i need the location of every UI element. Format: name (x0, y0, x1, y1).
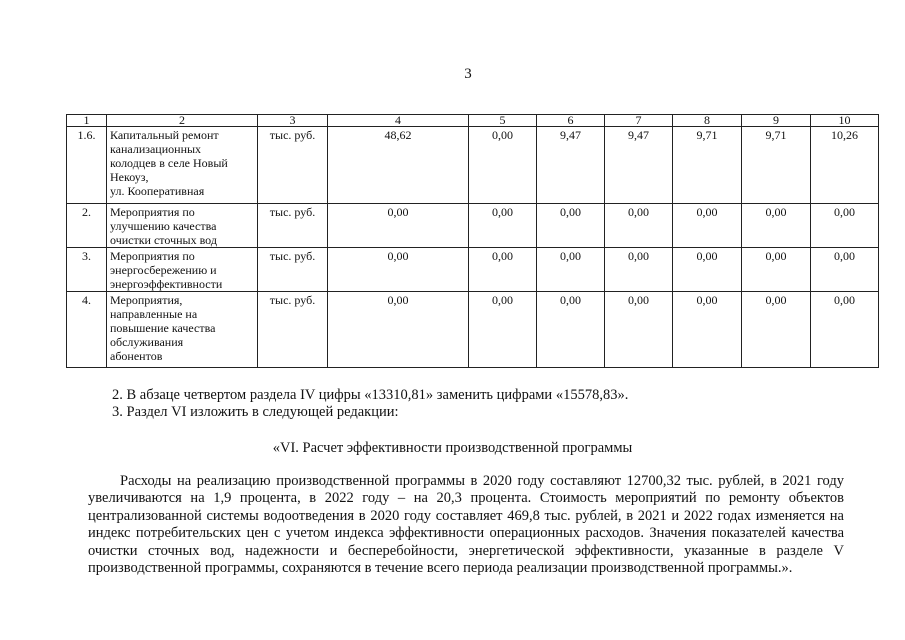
row-value: 9,71 (742, 127, 811, 204)
row-number: 1.6. (67, 127, 107, 204)
program-table (66, 114, 879, 368)
row-value: 0,00 (328, 204, 469, 248)
row-value: 0,00 (673, 292, 742, 368)
row-description-line: Мероприятия по (110, 205, 195, 219)
amendment-paragraph-2: 2. В абзаце четвертом раздела IV цифры «13310,81» заменить цифрами «15578,83». (112, 387, 629, 403)
row-description (107, 292, 258, 368)
row-value: 0,00 (673, 248, 742, 292)
row-value: 0,00 (328, 248, 469, 292)
row-number: 4. (67, 292, 107, 368)
row-number: 3. (67, 248, 107, 292)
row-description-line: колодцев в селе Новый (110, 156, 228, 170)
row-description-line: улучшению качества (110, 219, 217, 233)
row-description-line: Капитальный ремонт (110, 128, 219, 142)
table-row (67, 127, 879, 204)
row-unit: тыс. руб. (258, 127, 328, 204)
row-value: 48,62 (328, 127, 469, 204)
row-value: 0,00 (811, 204, 879, 248)
row-description-line: энергоэффективности (110, 277, 223, 291)
row-value: 0,00 (469, 248, 537, 292)
row-description-line: Некоуз, (110, 170, 149, 184)
row-description-line: ул. Кооперативная (110, 184, 205, 198)
table-header-cell: 5 (469, 115, 537, 127)
section-heading: «VI. Расчет эффективности производственной программы (272, 440, 633, 456)
table-row (67, 204, 879, 248)
row-value: 0,00 (673, 204, 742, 248)
row-description-line: канализационных (110, 142, 202, 156)
row-description (107, 248, 258, 292)
table-header-cell: 3 (258, 115, 328, 127)
table-row (67, 292, 879, 368)
table-header-cell: 8 (673, 115, 742, 127)
row-number: 2. (67, 204, 107, 248)
table-header-row (67, 115, 879, 127)
row-description (107, 127, 258, 204)
row-unit: тыс. руб. (258, 292, 328, 368)
row-value: 0,00 (742, 248, 811, 292)
row-value: 0,00 (742, 204, 811, 248)
table-header-cell: 6 (537, 115, 605, 127)
row-unit: тыс. руб. (258, 204, 328, 248)
section-body (88, 473, 844, 577)
row-value: 0,00 (605, 292, 673, 368)
row-value: 0,00 (469, 292, 537, 368)
row-description-line: Мероприятия по (110, 249, 195, 263)
table-header-cell: 2 (107, 115, 258, 127)
row-description-line: очистки сточных вод (110, 233, 217, 247)
row-value: 0,00 (605, 248, 673, 292)
row-value: 9,47 (537, 127, 605, 204)
row-description (107, 204, 258, 248)
table-header-cell: 7 (605, 115, 673, 127)
row-value: 0,00 (811, 292, 879, 368)
row-value: 10,26 (811, 127, 879, 204)
row-value: 0,00 (537, 292, 605, 368)
row-description-line: энергосбережению и (110, 263, 217, 277)
row-value: 0,00 (742, 292, 811, 368)
amendment-paragraph-3: 3. Раздел VI изложить в следующей редакции: (112, 404, 399, 420)
table-header-cell: 1 (67, 115, 107, 127)
row-value: 0,00 (469, 204, 537, 248)
row-unit: тыс. руб. (258, 248, 328, 292)
row-description-line: Мероприятия, (110, 293, 183, 307)
row-description-line: повышение качества (110, 321, 216, 335)
table-header-cell: 4 (328, 115, 469, 127)
row-value: 9,47 (605, 127, 673, 204)
row-value: 0,00 (605, 204, 673, 248)
row-value: 0,00 (328, 292, 469, 368)
body-paragraph: Расходы на реализацию производственной программы в 2020 году составляют 12700,32 тыс. рублей, в 2021 году увеличиваются на 1,9 процента, в 2022 году – на 20,3 процента. Стоимость мероприятий по ремонту объектов централизованной системы водоотведения в 2020 году составляет 469,8 тыс. рублей, в 2021 и 2022 годах изменяется на индекс потребительских цен с учетом индекса эффективности операционных расходов. Значения показателей качества очистки сточных вод, надежности и бесперебойности, энергетической эффективности, указанные в разделе V производственной программы, сохраняются в течение всего периода реализации производственной программы.». (88, 473, 844, 577)
page-number: 3 (464, 66, 472, 82)
row-value: 9,71 (673, 127, 742, 204)
row-value: 0,00 (469, 127, 537, 204)
table-header-cell: 10 (811, 115, 879, 127)
row-description-line: направленные на (110, 307, 198, 321)
row-description-line: обслуживания (110, 335, 184, 349)
row-value: 0,00 (811, 248, 879, 292)
table-header-cell: 9 (742, 115, 811, 127)
table-row (67, 248, 879, 292)
row-description-line: абонентов (110, 349, 163, 363)
row-value: 0,00 (537, 204, 605, 248)
row-value: 0,00 (537, 248, 605, 292)
